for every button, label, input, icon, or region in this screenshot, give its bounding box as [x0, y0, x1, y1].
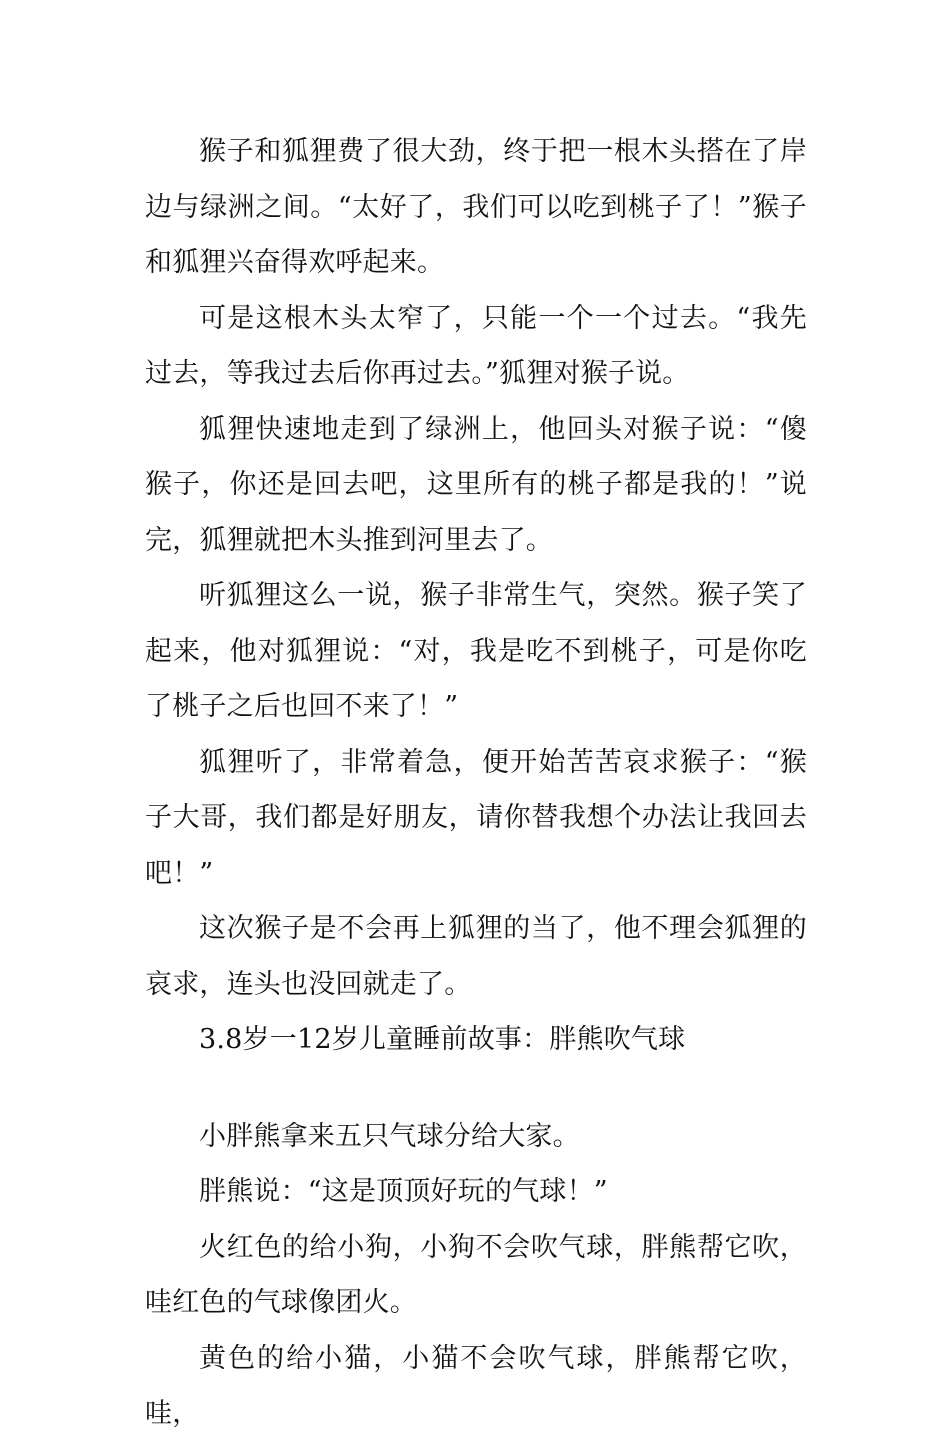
paragraph: 这次猴子是不会再上狐狸的当了，他不理会狐狸的哀求，连头也没回就走了。 — [145, 913, 807, 1000]
paragraph: 胖熊说：“这是顶顶好玩的气球！” — [199, 1176, 608, 1207]
paragraph: 火红色的给小狗，小狗不会吹气球，胖熊帮它吹，哇红色的气球像团火。 — [145, 1231, 807, 1318]
paragraph: 小胖熊拿来五只气球分给大家。 — [199, 1120, 580, 1152]
paragraph: 猴子和狐狸费了很大劲，终于把一根木头搭在了岸边与绿洲之间。“太好了，我们可以吃到桃子了！”猴子和狐狸兴奋得欢呼起来。 — [145, 136, 807, 278]
paragraph: 听狐狸这么一说，猴子非常生气，突然。猴子笑了起来，他对狐狸说：“对，我是吃不到桃子，可是你吃了桃子之后也回不来了！” — [145, 580, 807, 722]
paragraph: 狐狸听了，非常着急，便开始苦苦哀求猴子：“猴子大哥，我们都是好朋友，请你替我想个办法让我回去吧！” — [145, 746, 807, 889]
story-text — [145, 124, 807, 1442]
paragraph: 可是这根木头太窄了，只能一个一个过去。“我先过去，等我过去后你再过去。”狐狸对猴子说。 — [145, 302, 807, 389]
spacer — [145, 1068, 807, 1109]
paragraph: 狐狸快速地走到了绿洲上，他回头对猴子说：“傻猴子，你还是回去吧，这里所有的桃子都是我的！”说完，狐狸就把木头推到河里去了。 — [145, 413, 807, 556]
section-heading: 3.8岁一12岁儿童睡前故事：胖熊吹气球 — [199, 1024, 686, 1055]
paragraph: 黄色的给小猫，小猫不会吹气球，胖熊帮它吹，哇， — [145, 1342, 807, 1429]
